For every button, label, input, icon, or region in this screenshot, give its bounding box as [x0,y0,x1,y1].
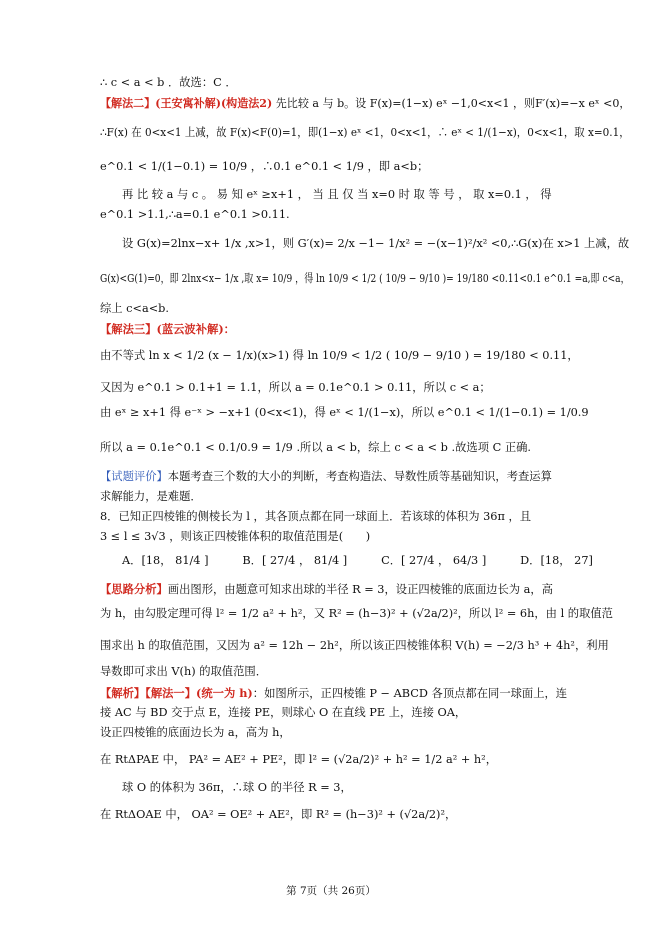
solution-label: 【解法三】(蓝云波补解)： [100,322,235,336]
line-8 [100,272,630,286]
line-text: 在 RtΔOAE 中， OA² = OE² + AE²，即 R² = (h−3)² + (√2a/2)²， [100,808,457,821]
question-8 [100,510,531,524]
line-text: 球 O 的体积为 36π，∴球 O 的半径 R = 3， [122,781,352,794]
line-text: 所以 a = 0.1e^0.1 < 0.1/0.9 = 1/9 .所以 a < b，综上 c < a < b .故选项 C 正确. [100,441,531,454]
line-text: ∴F(x) 在 0<x<1 上减，故 F(x)<F(0)=1，即(1−x) eˣ <1，0<x<1，∴ eˣ < 1/(1−x)，0<x<1，取 x=0.1， [100,126,630,139]
line-text: 画出图形，由题意可知求出球的半径 R = 3，设正四棱锥的底面边长为 a，高 [167,583,553,596]
line-11 [100,349,579,363]
evaluation-label: 【试题评价】 [100,470,168,483]
line-13 [100,406,589,420]
line-26 [100,726,291,740]
line-text: ：如图所示，正四棱锥 P − ABCD 各顶点都在同一球面上，连 [252,687,568,700]
line-text: 设正四棱锥的底面边长为 a，高为 h， [100,726,291,739]
line-24 [100,686,567,701]
line-text: 由 eˣ ≥ x+1 得 e⁻ˣ > −x+1 (0<x<1)，得 eˣ < 1/(1−x)，所以 e^0.1 < 1/(1−0.1) = 1/0.9 [100,406,589,419]
line-23 [100,665,267,679]
line-28 [122,781,352,795]
line-21 [100,607,613,621]
line-4 [100,160,428,174]
line-text: 由不等式 ln x < 1/2 (x − 1/x)(x>1) 得 ln 10/9 < 1/2 ( 10/9 − 9/10 ) = 19/180 < 0.11， [100,349,579,362]
solution-label: 【解法二】(王安寓补解)(构造法2) [100,96,273,110]
line-5 [122,188,552,202]
solution-label: 【解析】【解法一】(统一为 h) [100,686,253,700]
line-text: 为 h，由勾股定理可得 l² = 1/2 a² + h²，又 R² = (h−3)² + (√2a/2)²，所以 l² = 6h，由 l 的取值范 [100,607,613,620]
line-text: 再 比 较 a 与 c 。 易 知 eˣ ≥x+1 ， 当 且 仅 当 x=0 时 取 等 号 ， 取 x=0.1 ， 得 [122,188,552,201]
line-text: 8．已知正四棱锥的侧棱长为 l ，其各顶点都在同一球面上．若该球的体积为 36π ，且 [100,510,532,523]
page-footer: 第 7页（共 26页） [286,885,376,897]
line-27 [100,753,497,767]
line-3 [100,126,630,140]
line-text: 先比较 a 与 b。设 F(x)=(1−x) eˣ −1,0<x<1 ，则F′(x)=−x eˣ <0， [272,97,631,110]
line-25 [100,706,466,720]
line-29 [100,808,456,822]
line-14 [100,441,531,455]
line-text: 围求出 h 的取值范围，又因为 a² = 12h − 2h²，所以该正四棱锥体积 V(h) = −2/3 h³ + 4h²，利用 [100,639,609,652]
line-22 [100,639,609,653]
line-text: 求解能力，是难题． [100,490,202,503]
line-9 [100,302,169,316]
line-text: 接 AC 与 BD 交于点 E，连接 PE，则球心 O 在直线 PE 上，连接 OA， [100,706,467,719]
line-text: G(x)<G(1)=0，即 2lnx<x− 1/x ,取 x= 10/9 ，得 ln 10/9 < 1/2 ( 10/9 − 9/10 )= 19/180 <0.11<0.1 e^0.1 =a,即 c<a， [100,272,630,285]
line-text: 本题考查三个数的大小的判断，考查构造法、导数性质等基础知识，考查运算 [167,470,552,483]
line-18 [100,530,370,544]
analysis-label: 【思路分析】 [100,582,168,596]
line-15 [100,470,552,484]
line-text: e^0.1 < 1/(1−0.1) = 10/9 ，∴0.1 e^0.1 < 1/9 ，即 a<b； [100,160,429,173]
line-text: 综上 c<a<b. [100,302,170,315]
line-text: A．[18， 81/4 ] B．[ 27/4 ， 81/4 ] C．[ 27/4 ， 64/3 ] D．[18， 27] [122,554,593,567]
line-2 [100,96,630,111]
line-16 [100,490,202,504]
line-12 [100,381,491,395]
line-20 [100,582,553,597]
line-text: e^0.1 >1.1,∴a=0.1 e^0.1 >0.11. [100,208,290,221]
answer-options [122,554,593,568]
line-text: 又因为 e^0.1 > 0.1+1 = 1.1，所以 a = 0.1e^0.1 > 0.11，所以 c < a； [100,381,491,394]
line-7 [122,237,629,251]
line-text: 导数即可求出 V(h) 的取值范围． [100,665,267,678]
line-6 [100,208,290,222]
line-text: 3 ≤ l ≤ 3√3 ，则该正四棱锥体积的取值范围是( ) [100,530,371,543]
line-10 [100,322,235,337]
line-1 [100,76,237,90]
line-text: 设 G(x)=2lnx−x+ 1/x ,x>1，则 G′(x)= 2/x −1− 1/x² = −(x−1)²/x² <0,∴G(x)在 x>1 上减，故 [122,237,630,250]
line-text: ∴ c < a < b ．故选：C ． [100,76,237,89]
line-text: 在 RtΔPAE 中， PA² = AE² + PE²，即 l² = (√2a/2)² + h² = 1/2 a² + h²， [100,753,498,766]
